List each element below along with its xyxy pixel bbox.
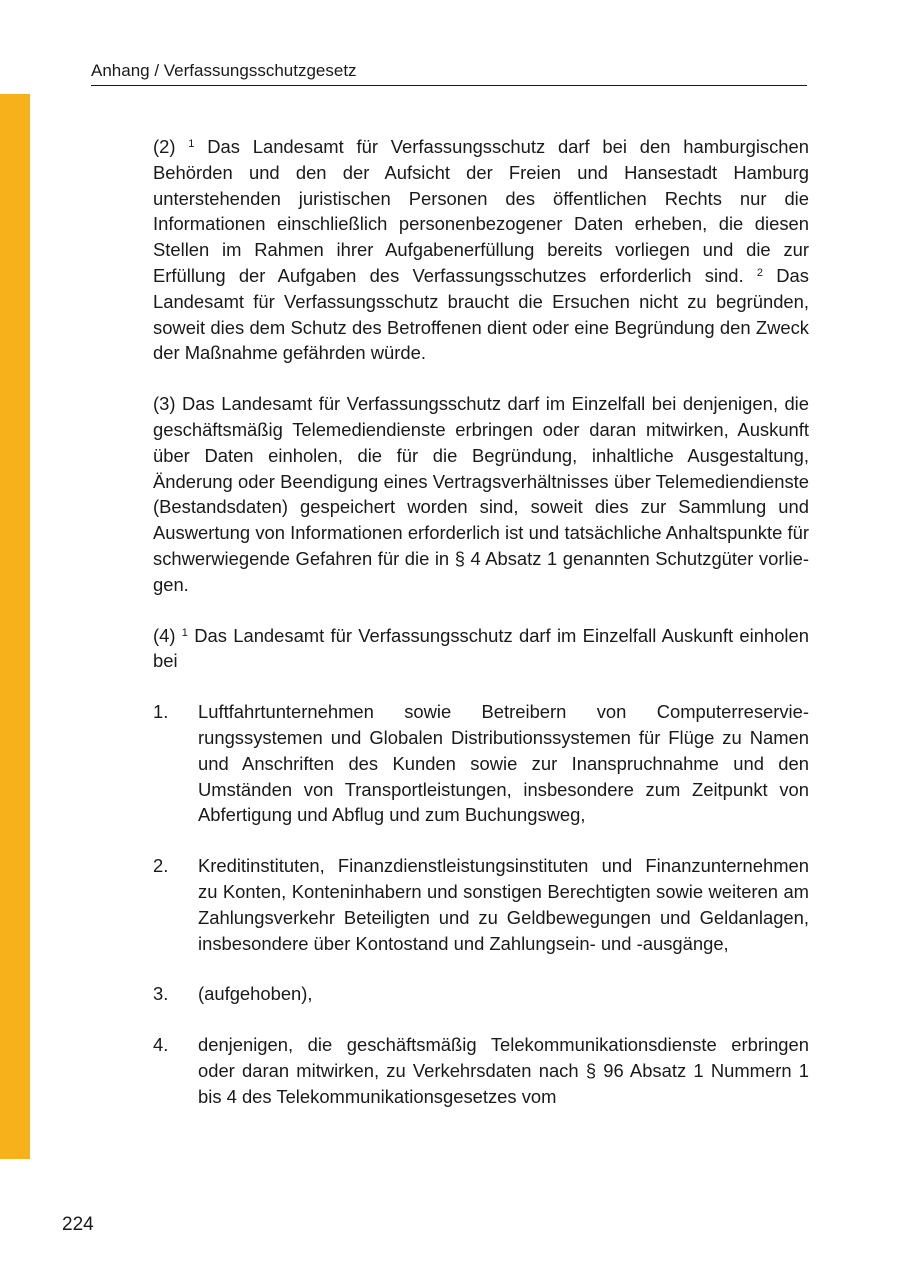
sentence-marker: 1: [188, 138, 195, 150]
side-color-bar: [0, 94, 30, 1159]
paragraph-3: [153, 391, 809, 597]
paragraph-number: (3): [153, 393, 176, 415]
paragraph-2: [153, 134, 809, 366]
list-item-number: 3.: [153, 983, 169, 1005]
list-item-number: 4.: [153, 1034, 169, 1056]
list-item: [153, 699, 809, 828]
page-content: [153, 134, 809, 1135]
paragraph-number: (4): [153, 624, 176, 646]
list-item: [153, 853, 809, 956]
list-item-text: denjenigen, die geschäftsmäßig Telekommunikationsdienste erbringen oder daran mitwirken, zu Verkehrsdaten nach § 96 Absatz 1 Nummern 1 bis 4 des Telekommunikationsgesetzes vom: [198, 1034, 809, 1107]
list-item: [153, 1032, 809, 1109]
list-item-text: Luftfahrtunternehmen sowie Betreibern von Computerreservierungssystemen und Globalen Distributionssystemen für Flüge zu Namen und Anschriften des Kunden sowie zur Inanspruchnahme und den Umständen von Transportleistungen, insbesondere zum Zeitpunkt von Abfertigung und Abflug und zum Buchungsweg,: [198, 701, 809, 826]
list-item-number: 1.: [153, 701, 169, 723]
paragraph-sentence: Das Landesamt für Verfassungsschutz darf bei den hamburgischen Behörden und den der Aufsicht der Freien und Hansestadt Hamburg unterstehenden juristischen Personen des öffentlichen Rechts nur die Informationen einschließlich personenbezogener Daten erheben, die diesen Stellen im Rahmen ihrer Aufgabenerfüllung bereits vorliegen und die zur Erfüllung der Aufgaben des Verfassungsschutzes erforderlich sind.: [153, 136, 809, 286]
list-item-text: (aufgehoben),: [198, 983, 313, 1005]
header-title: Anhang / Verfassungsschutzgesetz: [91, 61, 357, 80]
page-number: 224: [62, 1214, 94, 1235]
sentence-marker: 1: [181, 626, 188, 639]
list-item-number: 2.: [153, 855, 169, 877]
list-item-text: Kreditinstituten, Finanzdienstleistungsinstituten und Finanzunternehmen zu Konten, Konteninhabern und sonstigen Berechtigten sowie weiteren am Zahlungsverkehr Beteiligten und zu Geldbewegungen und Geldanlagen, insbesondere über Kontostand und Zahlungsein- und -ausgänge,: [198, 855, 809, 954]
paragraph-4: [153, 623, 809, 675]
paragraph-text: Das Landesamt für Verfassungsschutz darf im Einzelfall bei denjenigen, die geschäftsmäßig Telemediendienste erbringen oder daran mitwirken, Auskunft über Daten einholen, die für die Begründung, inhaltliche Ausgestaltung, Änderung oder Beendigung eines Vertragsverhältnisses über Telemediendienste (Bestandsdaten) gespeichert worden sind, soweit dies zur Sammlung und Auswertung von Informationen erforderlich ist und tatsächliche Anhaltspunkte für schwerwiegende Gefahren für die in § 4 Absatz 1 genannten Schutzgüter vorliegen.: [153, 393, 809, 595]
paragraph-sentence: Das Landesamt für Verfassungsschutz braucht die Ersuchen nicht zu begründen, soweit dies dem Schutz des Betroffenen dient oder eine Begründung den Zweck der Maßnahme gefährden würde.: [153, 264, 809, 364]
paragraph-number: (2): [153, 136, 176, 157]
sentence-marker: 2: [756, 266, 764, 279]
running-header: [91, 61, 807, 86]
list-item: [153, 981, 809, 1007]
paragraph-text: Das Landesamt für Verfassungsschutz darf im Einzelfall Auskunft einholen bei: [153, 624, 809, 672]
